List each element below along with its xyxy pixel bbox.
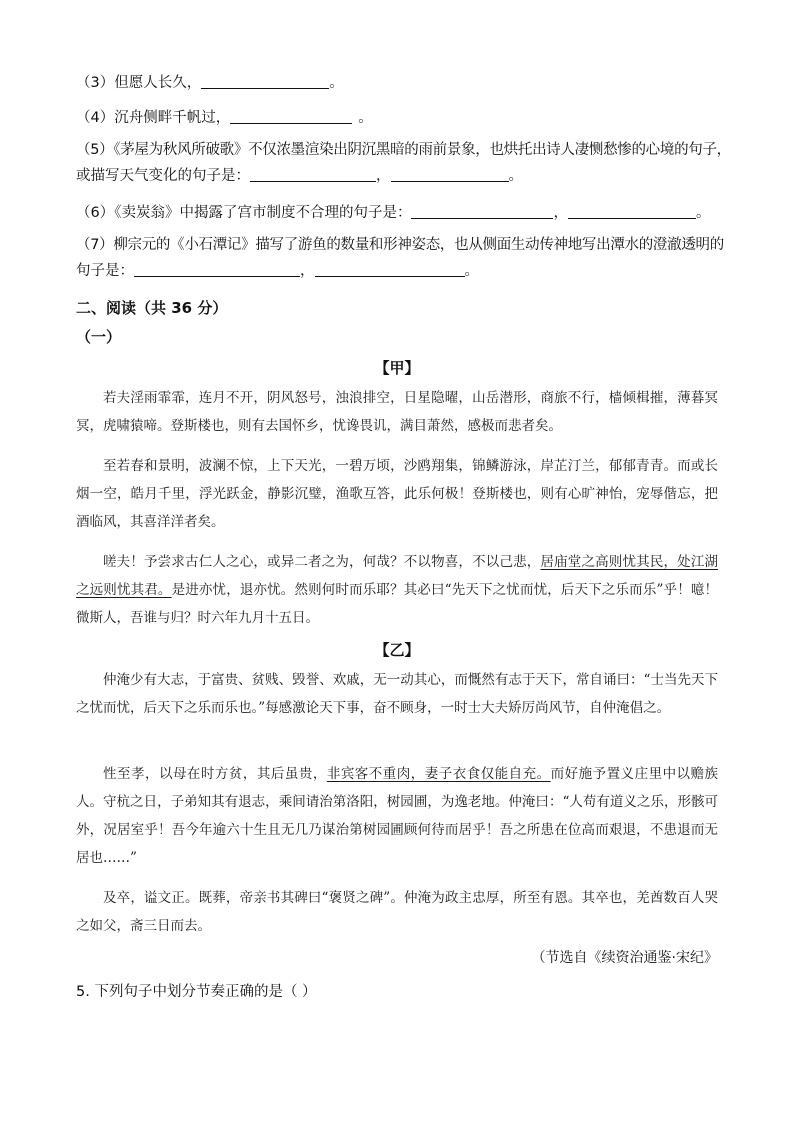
passage-jia-paragraph-3 [76,548,718,632]
question-5-end: 。 [508,168,523,184]
question-5-line1: （5）《茅屋为秋风所破歌》不仅浓墨渲染出阴沉黑暗的雨前景象，也烘托出诗人凄恻愁惨的心境的句子， [76,142,731,158]
question-4 [76,105,718,131]
question-4-text: （4）沉舟侧畔千帆过， [76,110,231,126]
passage-text: 而好施予置义庄里中以赡族人。守杭之日，子弟知其有退志，乘间请治第洛阳，树园圃，为逸老地。仲淹曰：“人苟有道义之乐，形骸可外，况居室乎！吾今年逾六十生且无几乃谋治第树园圃顾何待而居乎！吾之所患在位高而艰退，不患退而无居也……” [76,766,719,866]
separator: ， [300,263,315,279]
question-3 [76,70,718,96]
passage-jia-paragraph-1: 若夫淫雨霏霏，连月不开，阴风怒号，浊浪排空，日星隐曜，山岳潜形，商旅不行，樯倾楫摧，薄暮冥冥，虎啸猿啼。登斯楼也，则有去国怀乡，忧谗畏讥，满目萧然，感极而悲者矣。 [76,390,718,434]
passage-jia-title: 【甲】 [374,359,420,377]
question-7-line2 [76,258,718,284]
question-7-end: 。 [464,263,479,279]
answer-blank[interactable] [230,107,352,124]
question-6-text: （6）《卖炭翁》中揭露了宫市制度不合理的句子是： [76,205,412,221]
question-3-text: （3）但愿人长久， [76,75,202,91]
part-title: （一） [76,328,122,346]
answer-blank[interactable] [568,202,696,219]
passage-yi-paragraph-2 [76,760,718,872]
passage-yi-title: 【乙】 [374,641,420,659]
question-3-end: 。 [329,75,344,91]
question-7-prompt: 句子是： [76,263,134,279]
answer-blank[interactable] [201,72,329,89]
question-5-prompt: 或描写天气变化的句子是： [76,168,250,184]
separator: ， [376,168,391,184]
section-title: 二、阅读（共 36 分） [76,299,228,317]
question-5-line2 [76,163,718,189]
question-6 [76,200,718,226]
question-5-reading: 5. 下列句子中划分节奏正确的是（ ） [76,984,317,1000]
answer-blank[interactable] [134,260,300,277]
passage-jia-paragraph-2: 至若春和景明，波澜不惊，上下天光，一碧万顷，沙鸥翔集，锦鳞游泳，岸芷汀兰，郁郁青青。而或长烟一空，皓月千里，浮光跃金，静影沉璧，渔歌互答，此乐何极！登斯楼也，则有心旷神怡，宠辱偕忘，把酒临风，其喜洋洋者矣。 [76,458,718,530]
answer-blank[interactable] [391,165,509,182]
answer-blank[interactable] [250,165,376,182]
answer-blank[interactable] [315,260,465,277]
separator: ， [553,205,568,221]
answer-blank[interactable] [411,202,553,219]
question-7-line1: （7）柳宗元的《小石潭记》描写了游鱼的数量和形神姿态，也从侧面生动传神地写出潭水的澄澈透明的 [76,237,724,253]
underlined-sentence: 非宾客不重肉，妻子衣食仅能自充。 [326,766,551,782]
question-7 [76,232,724,284]
passage-text: 性至孝，以母在时方贫，其后虽贵， [103,766,327,782]
passage-yi-paragraph-1: 仲淹少有大志，于富贵、贫贱、毁誉、欢戚，无一动其心，而慨然有志于天下，常自诵曰：“士当先天下之忧而忧，后天下之乐而乐也。”每感激论天下事，奋不顾身，一时士大夫矫厉尚风节，自仲淹倡之。 [76,672,718,716]
question-5-recitation [76,137,731,189]
passage-text: 是进亦忧，退亦忧。然则何时而乐耶？其必曰“先天下之忧而忧，后天下之乐而乐”乎！噫！微斯人，吾谁与归？时六年九月十五日。 [76,582,718,626]
passage-yi-paragraph-3: 及卒，谥文正。既葬，帝亲书其碑曰“褒贤之碑”。仲淹为政主忠厚，所至有恩。其卒也，羌酋数百人哭之如父，斋三日而去。 [76,890,718,934]
source-citation: （节选自《续资治通鉴·宋纪》 [531,950,718,966]
question-6-end: 。 [695,205,711,221]
passage-text: 嗟夫！予尝求古仁人之心，或异二者之为，何哉？不以物喜，不以己悲， [103,554,541,570]
underlined-sentence: 居庙堂之高则忧其民，处江湖之远则忧其君。 [76,554,718,598]
question-4-end: 。 [358,110,373,126]
